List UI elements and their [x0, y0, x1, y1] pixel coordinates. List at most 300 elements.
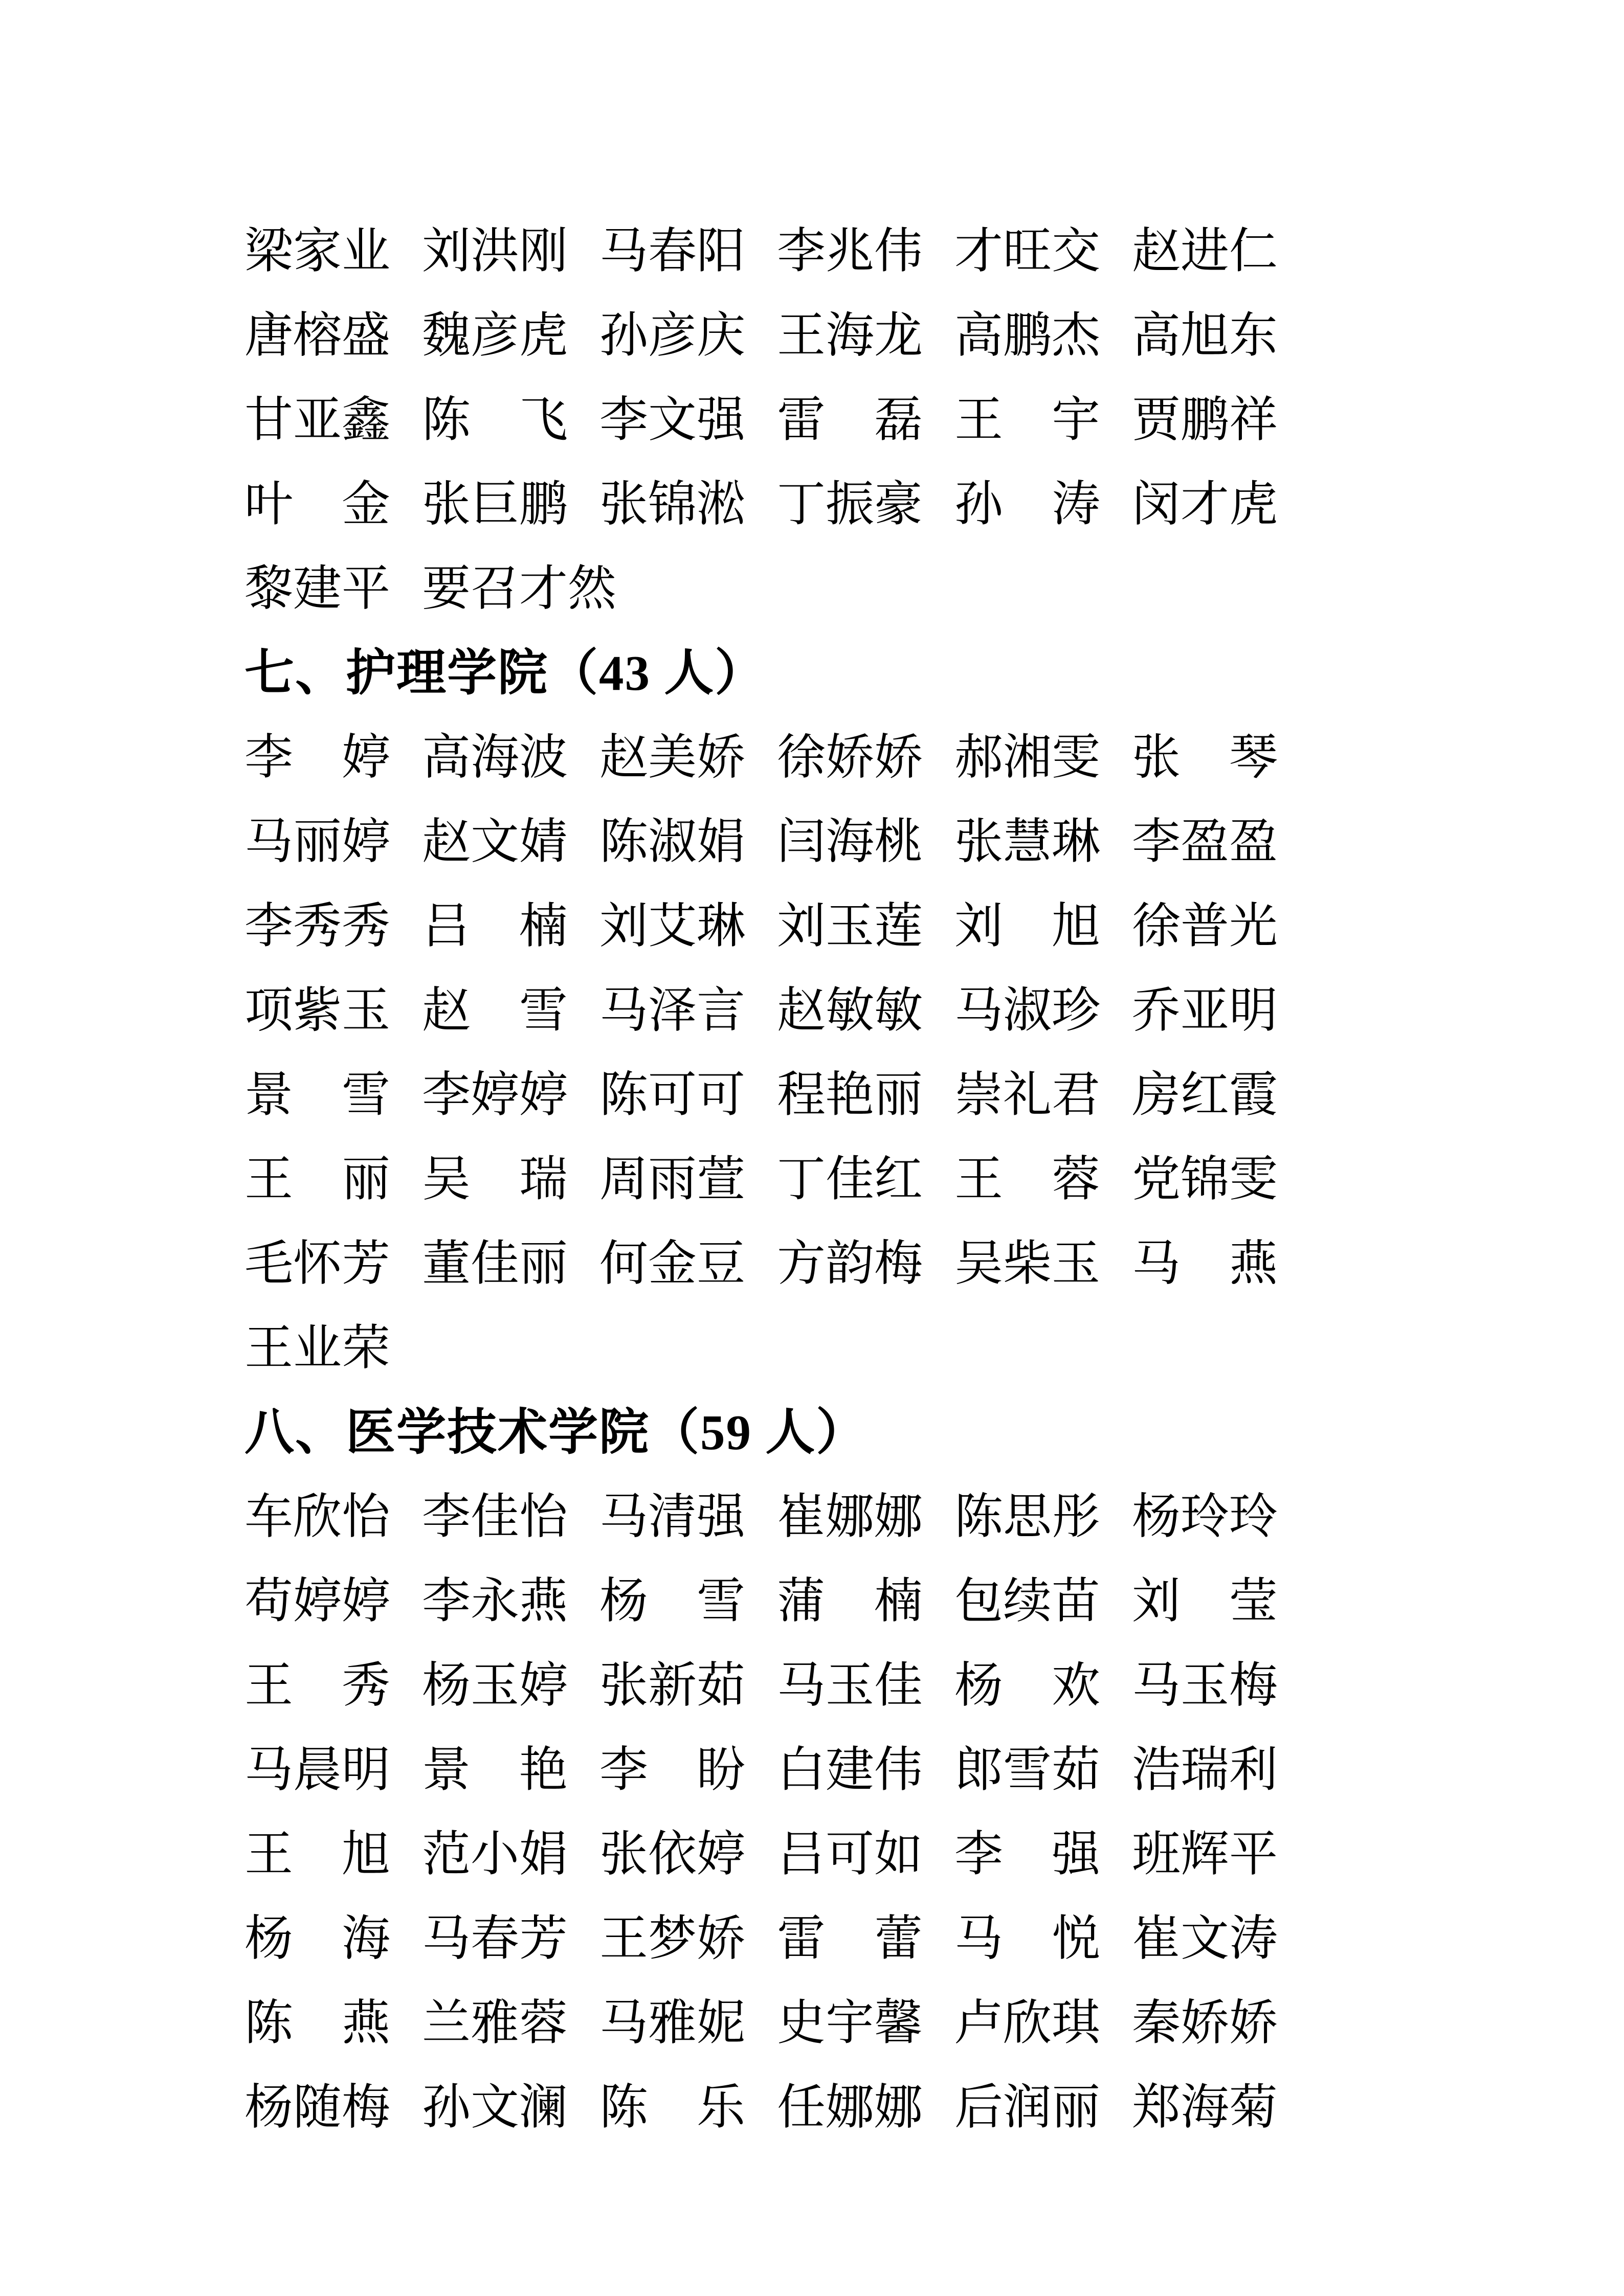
name-char: 陈	[599, 1068, 649, 1122]
name-char: 建	[293, 561, 342, 616]
name-row	[244, 1053, 1314, 1137]
name-char: 娇	[1229, 1996, 1278, 2050]
person-name	[244, 983, 391, 1038]
name-char: 欢	[1052, 1658, 1101, 1713]
name-gap	[1181, 1577, 1229, 1626]
name-char: 吴	[422, 1152, 471, 1206]
name-char: 芳	[342, 1236, 391, 1291]
name-char: 才	[954, 224, 1004, 278]
name-char: 董	[422, 1236, 471, 1291]
name-char: 豪	[874, 477, 923, 531]
name-char: 庆	[697, 308, 746, 363]
name-char: 燕	[342, 1996, 391, 2050]
name-char: 王	[954, 1152, 1004, 1206]
name-char: 淞	[697, 477, 746, 531]
name-char: 张	[599, 1827, 649, 1881]
name-char: 怡	[519, 1490, 568, 1544]
name-char: 飞	[519, 393, 568, 447]
name-char: 豆	[697, 1236, 746, 1291]
section-heading	[244, 631, 1314, 715]
name-char: 燕	[519, 1574, 568, 1628]
person-name	[422, 1068, 568, 1122]
name-char: 刘	[422, 224, 471, 278]
person-name	[777, 224, 923, 278]
name-char: 伟	[874, 224, 923, 278]
name-char: 张	[422, 477, 471, 531]
name-char: 敏	[874, 983, 923, 1038]
name-char: 杨	[244, 1911, 294, 1966]
name-char: 陈	[599, 2080, 649, 2134]
name-char: 才	[1181, 477, 1230, 531]
name-char: 梅	[1229, 1658, 1278, 1713]
name-char: 梦	[648, 1911, 697, 1966]
name-char: 盈	[1181, 815, 1230, 869]
name-char: 玲	[1181, 1490, 1230, 1544]
name-char: 蓉	[519, 1996, 568, 2050]
name-char: 雷	[777, 393, 826, 447]
name-char: 霞	[1229, 1068, 1278, 1122]
name-gap	[1003, 1830, 1052, 1879]
name-char: 如	[874, 1827, 923, 1881]
person-name	[954, 308, 1101, 363]
name-char: 李	[599, 393, 649, 447]
name-char: 鹏	[519, 477, 568, 531]
name-char: 娟	[519, 1827, 568, 1881]
name-char: 毛	[244, 1236, 294, 1291]
person-name	[954, 983, 1101, 1038]
name-char: 崔	[1132, 1911, 1181, 1966]
person-name	[599, 393, 746, 447]
name-char: 海	[1181, 2080, 1230, 2134]
name-char: 旭	[1052, 899, 1101, 953]
name-char: 东	[1229, 308, 1278, 363]
name-char: 马	[1132, 1658, 1181, 1713]
person-name	[1132, 1996, 1278, 2050]
name-char: 蒲	[777, 1574, 826, 1628]
name-char: 鹏	[1181, 393, 1230, 447]
name-char: 茹	[697, 1658, 746, 1713]
person-name	[599, 1827, 746, 1881]
name-char: 马	[244, 1743, 294, 1797]
name-char: 马	[954, 983, 1004, 1038]
name-char: 业	[342, 224, 391, 278]
name-char: 旺	[1003, 224, 1052, 278]
name-char: 振	[826, 477, 875, 531]
name-char: 马	[244, 815, 294, 869]
name-char: 陈	[954, 1490, 1004, 1544]
person-name	[244, 561, 391, 616]
name-gap	[1003, 1915, 1052, 1963]
name-char: 平	[1229, 1827, 1278, 1881]
name-row	[244, 1559, 1314, 1644]
name-char: 马	[422, 1911, 471, 1966]
name-char: 玉	[471, 1658, 520, 1713]
name-row	[244, 969, 1314, 1053]
name-char: 梅	[342, 2080, 391, 2134]
name-char: 丁	[777, 1152, 826, 1206]
name-char: 婷	[519, 1658, 568, 1713]
name-char: 丽	[519, 1236, 568, 1291]
name-char: 锦	[1181, 1152, 1230, 1206]
name-char: 党	[1132, 1152, 1181, 1206]
name-char: 佳	[826, 1152, 875, 1206]
name-char: 珍	[1052, 983, 1101, 1038]
name-char: 海	[342, 1911, 391, 1966]
name-char: 萱	[697, 1152, 746, 1206]
name-char: 清	[648, 1490, 697, 1544]
name-char: 怀	[293, 1236, 342, 1291]
name-char: 马	[599, 224, 649, 278]
person-name	[244, 1996, 391, 2050]
name-char: 婷	[342, 1574, 391, 1628]
name-char: 雷	[777, 1911, 826, 1966]
name-row	[244, 800, 1314, 884]
person-name	[954, 1068, 1101, 1122]
name-char: 桃	[874, 815, 923, 869]
person-name	[244, 224, 391, 278]
person-name	[954, 730, 1101, 784]
person-name	[1132, 1574, 1278, 1628]
name-char: 柴	[1003, 1236, 1052, 1291]
person-name	[1132, 393, 1278, 447]
name-char: 史	[777, 1996, 826, 2050]
person-name	[244, 308, 391, 363]
name-char: 杰	[1052, 308, 1101, 363]
person-name	[422, 1236, 568, 1291]
name-char: 赵	[422, 983, 471, 1038]
name-gap	[293, 1915, 342, 1963]
name-char: 魏	[422, 308, 471, 363]
name-char: 淑	[648, 815, 697, 869]
name-char: 李	[422, 1574, 471, 1628]
name-char: 波	[519, 730, 568, 784]
person-name	[244, 1574, 391, 1628]
name-gap	[293, 1155, 342, 1204]
name-char: 楠	[874, 1574, 923, 1628]
person-name	[1132, 1658, 1278, 1713]
person-name	[422, 815, 568, 869]
name-row	[244, 1812, 1314, 1897]
name-gap	[471, 1746, 519, 1794]
person-name	[954, 1152, 1101, 1206]
name-char: 杨	[1132, 1490, 1181, 1544]
name-char: 文	[648, 393, 697, 447]
name-char: 辉	[1181, 1827, 1230, 1881]
name-char: 家	[293, 224, 342, 278]
person-name	[599, 1574, 746, 1628]
name-char: 房	[1132, 1068, 1181, 1122]
name-char: 杨	[599, 1574, 649, 1628]
name-char: 马	[954, 1911, 1004, 1966]
person-name	[422, 1827, 568, 1881]
name-char: 王	[954, 393, 1004, 447]
name-char: 刚	[519, 224, 568, 278]
name-char: 亚	[293, 393, 342, 447]
name-gap	[648, 1577, 697, 1626]
name-char: 包	[954, 1574, 1004, 1628]
name-char: 闫	[777, 815, 826, 869]
person-name	[777, 393, 923, 447]
name-char: 欣	[1003, 1996, 1052, 2050]
name-char: 李	[954, 1827, 1004, 1881]
name-char: 盛	[342, 308, 391, 363]
name-char: 玉	[342, 983, 391, 1038]
person-name	[954, 224, 1101, 278]
name-gap	[293, 733, 342, 782]
name-gap	[1003, 1155, 1052, 1204]
name-gap	[1181, 1240, 1229, 1288]
name-char: 李	[422, 1068, 471, 1122]
name-gap	[471, 1155, 519, 1204]
name-char: 马	[599, 1490, 649, 1544]
name-char: 续	[1003, 1574, 1052, 1628]
name-char: 陈	[422, 393, 471, 447]
name-char: 徐	[777, 730, 826, 784]
name-char: 雪	[1003, 1743, 1052, 1797]
name-row	[244, 1137, 1314, 1222]
person-name	[599, 1236, 746, 1291]
name-char: 仁	[1229, 224, 1278, 278]
name-char: 陈	[599, 815, 649, 869]
person-name	[244, 393, 391, 447]
name-row	[244, 884, 1314, 969]
name-gap	[1003, 480, 1052, 529]
person-name	[1132, 730, 1278, 784]
name-char: 雅	[471, 1996, 520, 2050]
person-name	[777, 1236, 923, 1291]
name-char: 婷	[342, 730, 391, 784]
name-char: 小	[471, 1827, 520, 1881]
name-char: 新	[648, 1658, 697, 1713]
person-name	[599, 1152, 746, 1206]
name-char: 婷	[342, 815, 391, 869]
name-char: 娜	[826, 1490, 875, 1544]
person-name	[1132, 2080, 1278, 2134]
person-name	[777, 1068, 923, 1122]
name-char: 贾	[1132, 393, 1181, 447]
name-char: 妮	[697, 1996, 746, 2050]
name-char: 乐	[697, 2080, 746, 2134]
name-char: 阳	[697, 224, 746, 278]
name-char: 秀	[342, 1658, 391, 1713]
person-name	[954, 1236, 1101, 1291]
name-char: 楠	[519, 899, 568, 953]
name-char: 要	[422, 561, 471, 616]
name-gap	[648, 2083, 697, 2132]
name-char: 可	[697, 1068, 746, 1122]
name-row	[244, 1644, 1314, 1728]
name-char: 王	[244, 1827, 294, 1881]
person-name	[1132, 899, 1278, 953]
name-char: 韵	[826, 1236, 875, 1291]
name-char: 娇	[874, 730, 923, 784]
name-char: 美	[648, 730, 697, 784]
name-gap	[1181, 733, 1229, 782]
name-char: 海	[826, 815, 875, 869]
name-row	[244, 1475, 1314, 1559]
section-heading-text: 八、医学技术学院（59 人）	[244, 1405, 867, 1460]
name-char: 淑	[1003, 983, 1052, 1038]
name-char: 玉	[1181, 1658, 1230, 1713]
name-char: 涛	[1052, 477, 1101, 531]
name-char: 马	[599, 983, 649, 1038]
name-char: 闵	[1132, 477, 1181, 531]
person-name	[599, 1068, 746, 1122]
person-name	[954, 815, 1101, 869]
name-char: 宇	[826, 1996, 875, 2050]
name-char: 然	[568, 561, 617, 616]
name-gap	[293, 1661, 342, 1710]
person-name	[777, 730, 923, 784]
name-gap	[293, 1999, 342, 2047]
person-name	[954, 899, 1101, 953]
person-name	[422, 1490, 568, 1544]
name-char: 玉	[826, 899, 875, 953]
name-char: 金	[342, 477, 391, 531]
name-list	[244, 209, 1314, 2150]
name-char: 澜	[519, 2080, 568, 2134]
person-name	[954, 1743, 1101, 1797]
person-name	[422, 561, 617, 616]
person-name	[777, 477, 923, 531]
name-char: 佳	[874, 1658, 923, 1713]
person-name	[954, 1490, 1101, 1544]
name-char: 杨	[422, 1658, 471, 1713]
name-gap	[293, 480, 342, 529]
name-char: 李	[599, 1743, 649, 1797]
name-char: 海	[826, 308, 875, 363]
person-name	[244, 899, 391, 953]
person-name	[954, 1996, 1101, 2050]
name-row	[244, 378, 1314, 462]
name-char: 项	[244, 983, 294, 1038]
name-char: 郝	[954, 730, 1004, 784]
person-name	[422, 730, 568, 784]
name-gap	[293, 1830, 342, 1879]
person-name	[954, 1827, 1101, 1881]
name-char: 慧	[1003, 815, 1052, 869]
name-char: 王	[244, 1658, 294, 1713]
name-char: 班	[1132, 1827, 1181, 1881]
name-row	[244, 1222, 1314, 1306]
name-char: 郎	[954, 1743, 1004, 1797]
name-char: 雪	[342, 1068, 391, 1122]
name-char: 文	[471, 815, 520, 869]
name-char: 明	[1229, 983, 1278, 1038]
name-char: 宇	[1052, 393, 1101, 447]
name-char: 黎	[244, 561, 294, 616]
person-name	[1132, 308, 1278, 363]
person-name	[1132, 815, 1278, 869]
person-name	[244, 1321, 391, 1375]
name-char: 瑞	[1181, 1743, 1230, 1797]
person-name	[599, 1658, 746, 1713]
name-row	[244, 1981, 1314, 2065]
name-char: 利	[1229, 1743, 1278, 1797]
name-char: 盼	[697, 1743, 746, 1797]
name-char: 雯	[1229, 1152, 1278, 1206]
name-char: 鹏	[1003, 308, 1052, 363]
name-char: 白	[777, 1743, 826, 1797]
person-name	[1132, 224, 1278, 278]
name-char: 程	[777, 1068, 826, 1122]
person-name	[244, 477, 391, 531]
person-name	[599, 815, 746, 869]
name-char: 卢	[954, 1996, 1004, 2050]
name-char: 后	[954, 2080, 1004, 2134]
name-char: 高	[1132, 308, 1181, 363]
name-char: 磊	[874, 393, 923, 447]
name-char: 崔	[777, 1490, 826, 1544]
name-char: 欣	[293, 1490, 342, 1544]
person-name	[244, 1658, 391, 1713]
person-name	[244, 1068, 391, 1122]
name-char: 依	[648, 1827, 697, 1881]
person-name	[422, 224, 568, 278]
name-char: 李	[244, 730, 294, 784]
person-name	[244, 1827, 391, 1881]
name-char: 范	[422, 1827, 471, 1881]
name-char: 强	[697, 1490, 746, 1544]
name-char: 怡	[342, 1490, 391, 1544]
name-char: 琳	[697, 899, 746, 953]
name-char: 兰	[422, 1996, 471, 2050]
name-char: 文	[1181, 1911, 1230, 1966]
name-char: 才	[519, 561, 568, 616]
name-char: 丁	[777, 477, 826, 531]
person-name	[244, 2080, 391, 2134]
name-gap	[648, 1746, 697, 1794]
name-char: 郑	[1132, 2080, 1181, 2134]
person-name	[422, 899, 568, 953]
name-char: 彦	[471, 308, 520, 363]
name-char: 李	[244, 899, 294, 953]
name-char: 佳	[471, 1236, 520, 1291]
name-char: 王	[244, 1321, 294, 1375]
name-char: 李	[422, 1490, 471, 1544]
name-char: 张	[599, 1658, 649, 1713]
person-name	[1132, 1911, 1278, 1966]
name-char: 玉	[826, 1658, 875, 1713]
name-char: 虎	[519, 308, 568, 363]
name-char: 进	[1181, 224, 1230, 278]
name-char: 娜	[826, 2080, 875, 2134]
name-char: 浩	[1132, 1743, 1181, 1797]
person-name	[777, 308, 923, 363]
name-char: 兆	[826, 224, 875, 278]
person-name	[244, 1743, 391, 1797]
person-name	[777, 899, 923, 953]
name-char: 明	[342, 1743, 391, 1797]
name-char: 秦	[1132, 1996, 1181, 2050]
person-name	[777, 1490, 923, 1544]
name-char: 琳	[1052, 815, 1101, 869]
name-char: 菊	[1229, 2080, 1278, 2134]
name-char: 艳	[826, 1068, 875, 1122]
name-char: 可	[826, 1827, 875, 1881]
name-char: 苟	[244, 1574, 294, 1628]
name-char: 丽	[342, 1152, 391, 1206]
person-name	[422, 1996, 568, 2050]
name-char: 君	[1052, 1068, 1101, 1122]
name-char: 旭	[1181, 308, 1230, 363]
name-row	[244, 1897, 1314, 1981]
person-name	[1132, 1152, 1278, 1206]
person-name	[777, 815, 923, 869]
name-char: 周	[599, 1152, 649, 1206]
name-char: 苗	[1052, 1574, 1101, 1628]
person-name	[1132, 1490, 1278, 1544]
